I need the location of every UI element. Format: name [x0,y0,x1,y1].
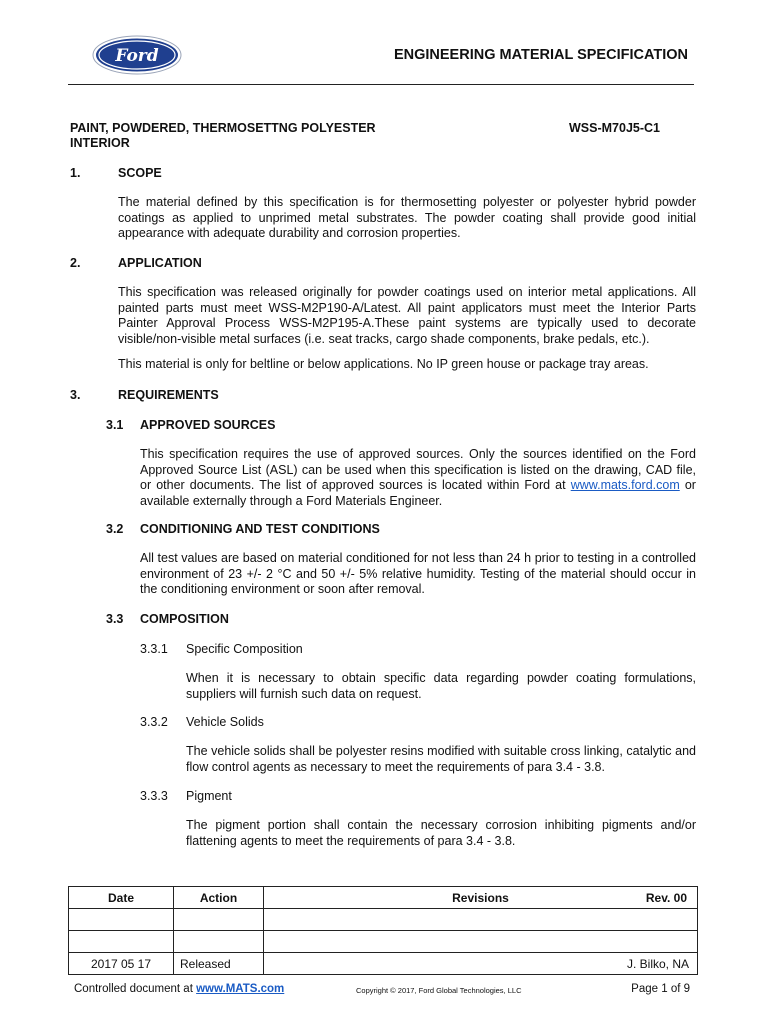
ford-logo [92,35,182,75]
section-specific-composition-number: 3.3.1 [140,642,168,656]
table-row [69,953,698,975]
section-scope-title: SCOPE [118,166,162,180]
specific-composition-paragraph: When it is necessary to obtain specific data regarding powder coating formulations, suppliers will furnish such data on request. [186,671,696,701]
section-vehicle-solids-number: 3.3.2 [140,715,168,729]
scope-paragraph: The material defined by this specification is for thermosetting polyester or polyester hybrid powder coatings as applied to unprimed metal substrates. The powder coating shall provide good initial appearance with adequate durability and corrosion properties. [118,195,696,240]
application-paragraph-1: This specification was released originally for powder coatings used on interior metal applications. All painted parts must meet WSS-M2P190-A/Latest. All paint applicators must meet the Interior Parts Painter Approval Process WSS-M2P195-A.These paint systems are typically used to decorate visible/non-visible metal surfaces (i.e. seat tracks, cargo shade components, brake pedals, etc.). [118,285,696,346]
header-date: Date [69,887,174,909]
header-divider [68,84,694,85]
approved-sources-text-b: or available externally through a Ford Materials Engineer. [140,478,696,508]
section-approved-sources-number: 3.1 [106,418,124,432]
section-requirements-number: 3. [70,388,81,402]
mats-ford-link[interactable]: www.mats.ford.com [570,478,680,492]
footer-copyright: Copyright © 2017, Ford Global Technologies, LLC [356,986,522,995]
header-action: Action [174,887,264,909]
section-composition-title: COMPOSITION [140,612,229,626]
table-row [69,931,698,953]
section-application-number: 2. [70,256,81,270]
table-cell [264,931,698,953]
footer-page-number: Page 1 of 9 [631,983,690,995]
footer-mats-link[interactable]: www.MATS.com [196,983,285,995]
section-application-title: APPLICATION [118,256,202,270]
vehicle-solids-paragraph: The vehicle solids shall be polyester resins modified with suitable cross linking, catalytic and flow control agents as necessary to meet the requirements of para 3.4 - 3.8. [186,744,696,774]
section-conditioning-number: 3.2 [106,522,124,536]
spec-title-line2: INTERIOR [70,136,130,150]
table-cell [264,909,698,931]
table-cell [69,909,174,931]
released-revisions: J. Bilko, NA [264,953,698,975]
document-title: ENGINEERING MATERIAL SPECIFICATION [393,47,688,63]
released-action: Released [174,953,264,975]
spec-title [70,121,376,151]
spec-code: WSS-M70J5-C1 [569,121,660,135]
section-scope-number: 1. [70,166,81,180]
table-row [69,909,698,931]
conditioning-paragraph: All test values are based on material conditioned for not less than 24 h prior to testing in a controlled environment of 23 +/- 2 °C and 50 +/- 5% relative humidity. Testing of the material should occur in the conditioning environment or soon after removal. [140,551,696,596]
revision-table-header [69,887,698,909]
header-rev-number: Rev. 00 [645,891,687,905]
approved-sources-text-a: This specification requires the use of approved sources. Only the sources identified on the Ford Approved Source List (ASL) can be used when this specification is listed on the drawing, CAD file, or other documents. The list of approved sources is located within Ford at [140,447,696,492]
table-cell [174,931,264,953]
table-cell [69,931,174,953]
section-pigment-title: Pigment [186,789,232,803]
footer-controlled-label: Controlled document at [74,983,193,995]
spec-title-line1: PAINT, POWDERED, THERMOSETTNG POLYESTER [70,121,376,135]
section-pigment-number: 3.3.3 [140,789,168,803]
section-requirements-title: REQUIREMENTS [118,388,219,402]
section-approved-sources-title: APPROVED SOURCES [140,418,276,432]
section-vehicle-solids-title: Vehicle Solids [186,715,264,729]
approved-sources-paragraph [140,447,696,509]
section-conditioning-title: CONDITIONING AND TEST CONDITIONS [140,522,380,536]
revision-table [68,886,698,975]
table-cell [174,909,264,931]
section-composition-number: 3.3 [106,612,124,626]
header-revisions-label: Revisions [452,890,509,905]
header-revisions [264,887,698,909]
pigment-paragraph: The pigment portion shall contain the necessary corrosion inhibiting pigments and/or flattening agents to meet the requirements of para 3.4 - 3.8. [186,818,696,848]
section-specific-composition-title: Specific Composition [186,642,303,656]
footer-controlled-document [74,983,284,995]
released-date: 2017 05 17 [69,953,174,975]
logo-text: Ford [115,46,159,66]
application-paragraph-2: This material is only for beltline or below applications. No IP green house or package tray areas. [118,357,649,371]
